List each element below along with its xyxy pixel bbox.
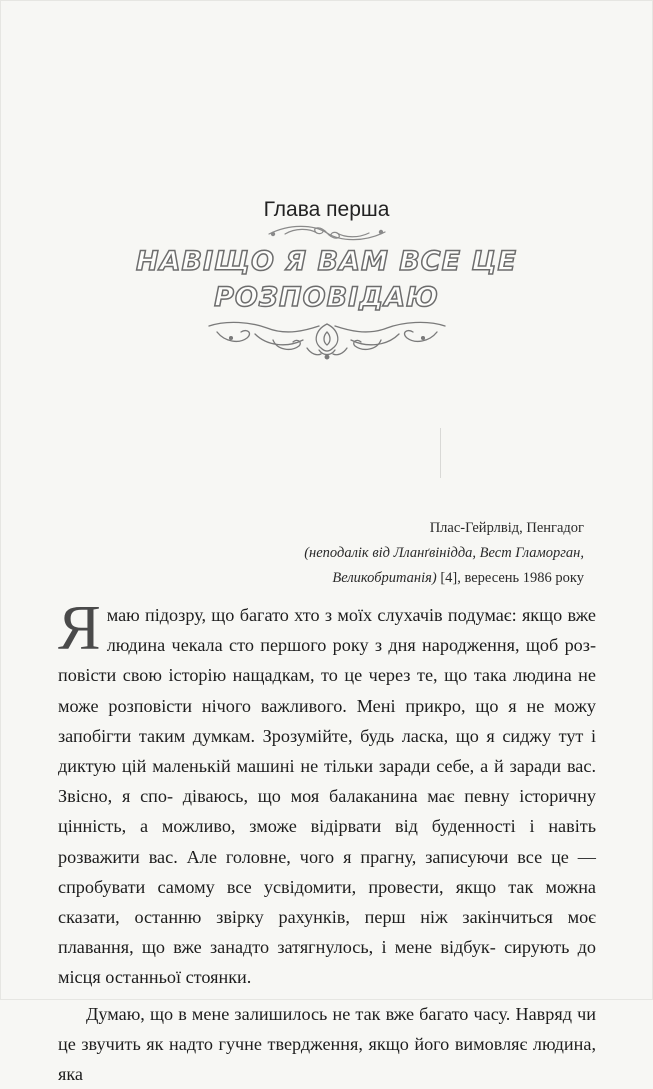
epigraph-date: [4], вересень 1986 року (436, 570, 584, 586)
text-line: діваюсь, що моя балаканина має певну історичну цінність, а можливо, (58, 786, 597, 837)
epigraph (304, 516, 584, 591)
chapter-title-line-1: НАВІЩО Я ВАМ ВСЕ ЦЕ (136, 246, 517, 277)
text-line: розповісти нічого важливого. Мені прикро, що я не можу запобігти (58, 695, 596, 746)
epigraph-line-2: (неподалік від Лланґвініддa, Вест Гламорган, (304, 545, 584, 561)
paragraph-2 (58, 999, 596, 1089)
text-line: закінчиться моє плавання, що вже занадто затягнулось, і мене відбук- (58, 907, 596, 958)
text-line: звучить як надто гучне твердження, якщо його вимовляє людина, яка (58, 1033, 596, 1085)
text-line: маю підозру, що багато хто з моїх слухачів подумає: якщо вже (106, 605, 596, 625)
chapter-label: Глава перша (263, 198, 390, 221)
flourish-ornament-icon (265, 222, 389, 244)
epigraph-country: Великобританія) (332, 570, 437, 586)
text-line: людина чекала сто першого року з дня народження, щоб роз- (106, 635, 596, 656)
chapter-title-line-2: РОЗПОВІДАЮ (214, 282, 439, 313)
text-line: маленькій машині не тільки заради себе, а й заради вас. Звісно, я спо- (58, 756, 597, 807)
text-line: чого я прагну, записуючи все це — спробувати самому все усвідомити, (58, 846, 596, 897)
epigraph-line-1: Плас-Гейрлвід, Пенгадог (429, 520, 584, 536)
scroll-ornament-icon (207, 318, 447, 360)
epigraph-line-3 (304, 566, 584, 591)
scan-mark (440, 428, 441, 478)
text-line: зможе відірвати від буденності і навіть розважити вас. Але головне, (58, 816, 597, 867)
text-line: сирують до місця останньої стоянки. (58, 937, 597, 988)
chapter-title (0, 244, 653, 316)
text-line: Думаю, що в мене залишилось не так вже багато часу. Навряд чи це (58, 1003, 596, 1054)
text-line: повісти свою історію нащадкам, то це через те, що така людина не може (58, 665, 596, 716)
text-line: провести, якщо так можна сказати, останню звірку рахунків, перш ніж (58, 876, 596, 928)
paragraph-1 (58, 592, 597, 993)
body-text (58, 592, 597, 1089)
drop-cap: Я (58, 592, 101, 663)
text-line: таким думкам. Зрозумійте, будь ласка, що я сиджу тут і диктую цій (58, 725, 597, 777)
